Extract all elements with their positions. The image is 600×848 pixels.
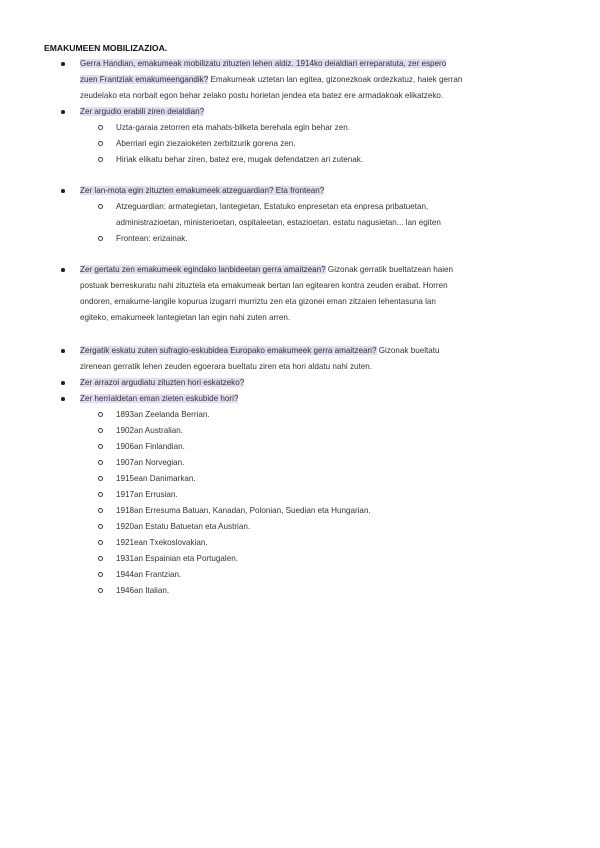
sub-bullet-icon: [98, 492, 103, 497]
question-text: Gerra Handian, emakumeak mobilizatu zituzten lehen aldiz. 1914ko deialdiari erreparatuta, zer espero: [80, 59, 447, 68]
question-text: Zer argudio erabili ziren deialdian?: [80, 107, 205, 116]
sub-bullet-icon: [98, 141, 103, 146]
bullet-icon: [61, 189, 65, 193]
country-item: 1906an Finlandian.: [116, 442, 185, 451]
question-text: Zergatik eskatu zuten sufragio-eskubidea Europako emakumeek gerra amaitzean?: [80, 346, 377, 355]
sub-bullet-icon: [98, 157, 103, 162]
question-text: Zer lan-mota egin zituzten emakumeek atzeguardian? Eta frontean?: [80, 186, 325, 195]
country-item: 1931an Espainian eta Portugalen.: [116, 554, 238, 563]
question-line: [80, 393, 238, 404]
answer-text: Gizonak gerratik bueltatzean haien: [325, 265, 454, 274]
sub-bullet-icon: [98, 236, 103, 241]
question-text: Zer herrialdetan eman zieten eskubide hori?: [80, 394, 239, 403]
sub-item: Aberriari egin ziezaioketen zerbitzurik gorena zen.: [116, 139, 296, 148]
bullet-icon: [61, 381, 65, 385]
sub-bullet-icon: [98, 204, 103, 209]
question-text: Zer arrazoi argudiatu zituzten hori eskatzeko?: [80, 378, 245, 387]
bullet-icon: [61, 62, 65, 66]
answer-text: Emakumeak uztetan lan egitea, gizonezkoak ordezkatuz, haiek gerran: [208, 75, 463, 84]
bullet-icon: [61, 349, 65, 353]
bullet-icon: [61, 110, 65, 114]
question-text: zuen Frantziak emakumeengandik?: [80, 75, 209, 84]
sub-bullet-icon: [98, 444, 103, 449]
sub-bullet-icon: [98, 572, 103, 577]
sub-item: Uzta-garaia zetorren eta mahats-bilketa berehala egin behar zen.: [116, 123, 350, 132]
country-item: 1920an Estatu Batuetan eta Austrian.: [116, 522, 251, 531]
question-line: [80, 106, 204, 117]
country-item: 1921ean Txekoslovakian.: [116, 538, 208, 547]
sub-bullet-icon: [98, 524, 103, 529]
question-line: [80, 58, 446, 69]
sub-bullet-icon: [98, 556, 103, 561]
question-text: Zer gertatu zen emakumeek egindako lanbideetan gerra amaitzean?: [80, 265, 326, 274]
question-line: [80, 377, 244, 388]
question-line: [80, 74, 462, 85]
sub-bullet-icon: [98, 125, 103, 130]
country-item: 1893an Zeelanda Berrian.: [116, 410, 210, 419]
sub-item-continued: administrazioetan, ministerioetan, ospitaleetan, estazioetan. estatu nagusietan... lan egiten: [116, 218, 441, 227]
sub-item: Hiriak elikatu behar ziren, batez ere, mugak defendatzen ari zutenak.: [116, 155, 363, 164]
sub-bullet-icon: [98, 508, 103, 513]
question-line: [80, 185, 324, 196]
answer-line: zirenean gerratik lehen zeuden egoerara bueltatu ziren eta hori aldatu nahi zuten.: [80, 362, 373, 371]
sub-bullet-icon: [98, 476, 103, 481]
answer-text: Gizonak bueltatu: [376, 346, 440, 355]
country-item: 1917an Errusian.: [116, 490, 178, 499]
sub-item: Atzeguardian: armategietan, lantegietan, Estatuko enpresetan eta enpresa pribatuetan,: [116, 202, 429, 211]
sub-bullet-icon: [98, 588, 103, 593]
bullet-icon: [61, 268, 65, 272]
country-item: 1944an Frantzian.: [116, 570, 182, 579]
sub-item: Frontean: erizainak.: [116, 234, 188, 243]
answer-line: zeudelako eta norbait egon behar zelako postu horietan jendea eta batez ere armadakoak elikatzeko.: [80, 91, 444, 100]
sub-bullet-icon: [98, 428, 103, 433]
country-item: 1907an Norvegian.: [116, 458, 185, 467]
sub-bullet-icon: [98, 540, 103, 545]
sub-bullet-icon: [98, 460, 103, 465]
answer-line: ondoren, emakume-langile kopurua izugarri murriztu zen eta gizonei eman zitzaien lehentasuna lan: [80, 297, 436, 306]
country-item: 1918an Erresuma Batuan, Kanadan, Polonian, Suedian eta Hungarian.: [116, 506, 371, 515]
country-item: 1946an Italian.: [116, 586, 170, 595]
question-line: [80, 345, 440, 356]
country-item: 1902an Australian.: [116, 426, 184, 435]
question-line: [80, 264, 453, 275]
sub-bullet-icon: [98, 412, 103, 417]
bullet-icon: [61, 397, 65, 401]
answer-line: postuak berreskuratu nahi zituztela eta emakumeak bertan lan egitearen kontra zeuden erabat. Horren: [80, 281, 448, 290]
country-item: 1915ean Danimarkan.: [116, 474, 196, 483]
document-title: EMAKUMEEN MOBILIZAZIOA.: [44, 43, 168, 53]
answer-line: egiteko, emakumeek lantegietan lan egin nahi zuten arren.: [80, 313, 291, 322]
